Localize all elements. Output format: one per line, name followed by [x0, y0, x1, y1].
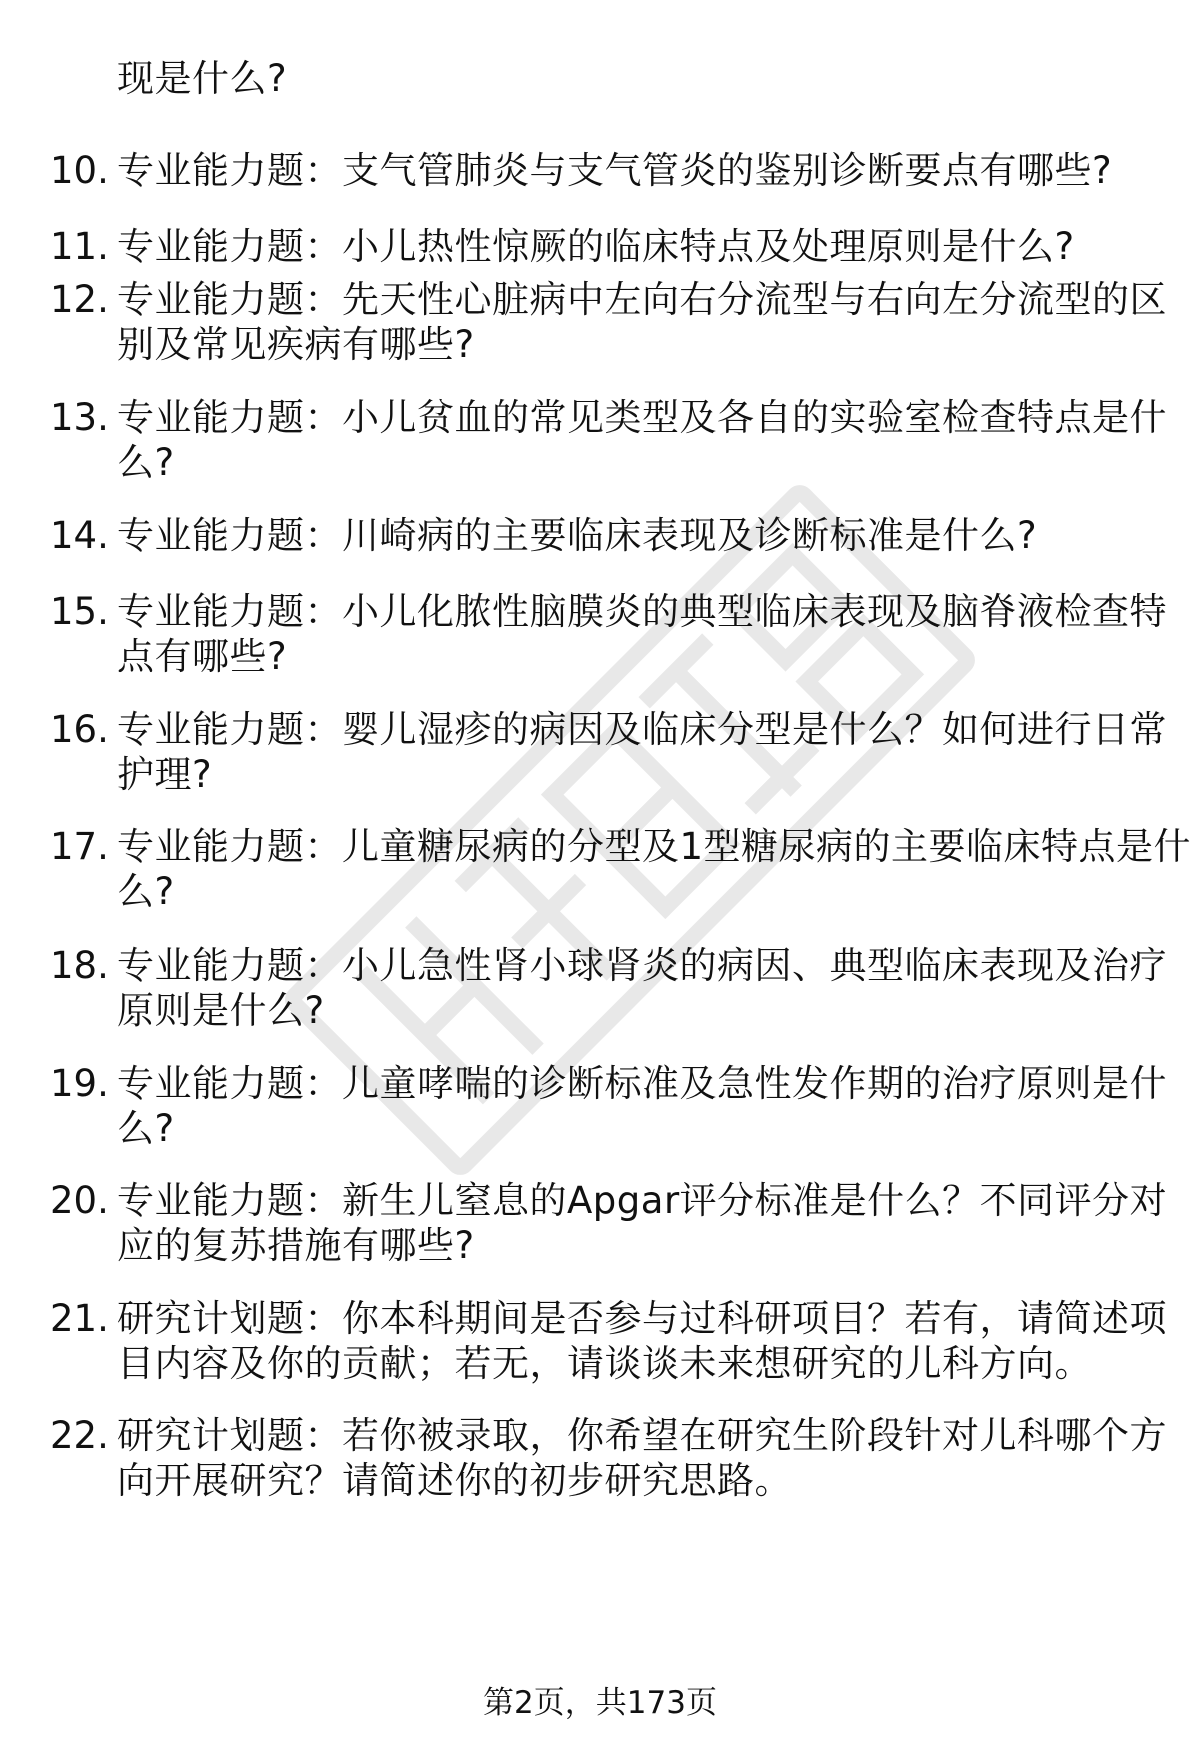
- question-text-line: 么?: [117, 1107, 175, 1150]
- question-text-line: 点有哪些?: [117, 635, 288, 678]
- question-text-line: 专业能力题：小儿热性惊厥的临床特点及处理原则是什么?: [117, 225, 1075, 268]
- question-number: 13.: [50, 396, 109, 439]
- question-text-line: 专业能力题：小儿化脓性脑膜炎的典型临床表现及脑脊液检查特: [117, 590, 1167, 633]
- question-number: 19.: [50, 1062, 109, 1105]
- question-text-line: 专业能力题：儿童糖尿病的分型及1型糖尿病的主要临床特点是什: [117, 825, 1192, 868]
- question-text-line: 应的复苏措施有哪些?: [117, 1224, 475, 1267]
- question-text-line: 专业能力题：儿童哮喘的诊断标准及急性发作期的治疗原则是什: [117, 1062, 1167, 1105]
- question-number: 17.: [50, 825, 109, 868]
- question-text-line: 么?: [117, 870, 175, 913]
- question-number: 11.: [50, 225, 109, 268]
- question-text-line: 专业能力题：川崎病的主要临床表现及诊断标准是什么?: [117, 514, 1038, 557]
- question-number: 10.: [50, 149, 109, 192]
- question-text-line: 专业能力题：小儿贫血的常见类型及各自的实验室检查特点是什: [117, 396, 1167, 439]
- question-number: 22.: [50, 1414, 109, 1457]
- question-text-line: 护理?: [117, 753, 213, 796]
- continuation-line: 现是什么?: [117, 57, 288, 100]
- question-text-line: 研究计划题：若你被录取，你希望在研究生阶段针对儿科哪个方: [117, 1414, 1167, 1457]
- question-text-line: 专业能力题：支气管肺炎与支气管炎的鉴别诊断要点有哪些?: [117, 149, 1113, 192]
- question-number: 12.: [50, 278, 109, 321]
- question-text-line: 别及常见疾病有哪些?: [117, 323, 475, 366]
- question-number: 14.: [50, 514, 109, 557]
- question-text-line: 专业能力题：小儿急性肾小球肾炎的病因、典型临床表现及治疗: [117, 944, 1167, 987]
- question-number: 21.: [50, 1297, 109, 1340]
- question-number: 18.: [50, 944, 109, 987]
- question-text-line: 么?: [117, 441, 175, 484]
- question-text-line: 目内容及你的贡献；若无，请谈谈未来想研究的儿科方向。: [117, 1342, 1092, 1385]
- page-footer: 第2页，共173页: [483, 1685, 717, 1721]
- question-number: 15.: [50, 590, 109, 633]
- question-text-line: 向开展研究？请简述你的初步研究思路。: [117, 1459, 792, 1502]
- question-text-line: 专业能力题：新生儿窒息的Apgar评分标准是什么？不同评分对: [117, 1179, 1168, 1222]
- question-text-line: 专业能力题：婴儿湿疹的病因及临床分型是什么？如何进行日常: [117, 708, 1167, 751]
- question-number: 16.: [50, 708, 109, 751]
- question-text-line: 原则是什么?: [117, 989, 325, 1032]
- question-number: 20.: [50, 1179, 109, 1222]
- question-text-line: 研究计划题：你本科期间是否参与过科研项目？若有，请简述项: [117, 1297, 1167, 1340]
- question-text-line: 专业能力题：先天性心脏病中左向右分流型与右向左分流型的区: [117, 278, 1167, 321]
